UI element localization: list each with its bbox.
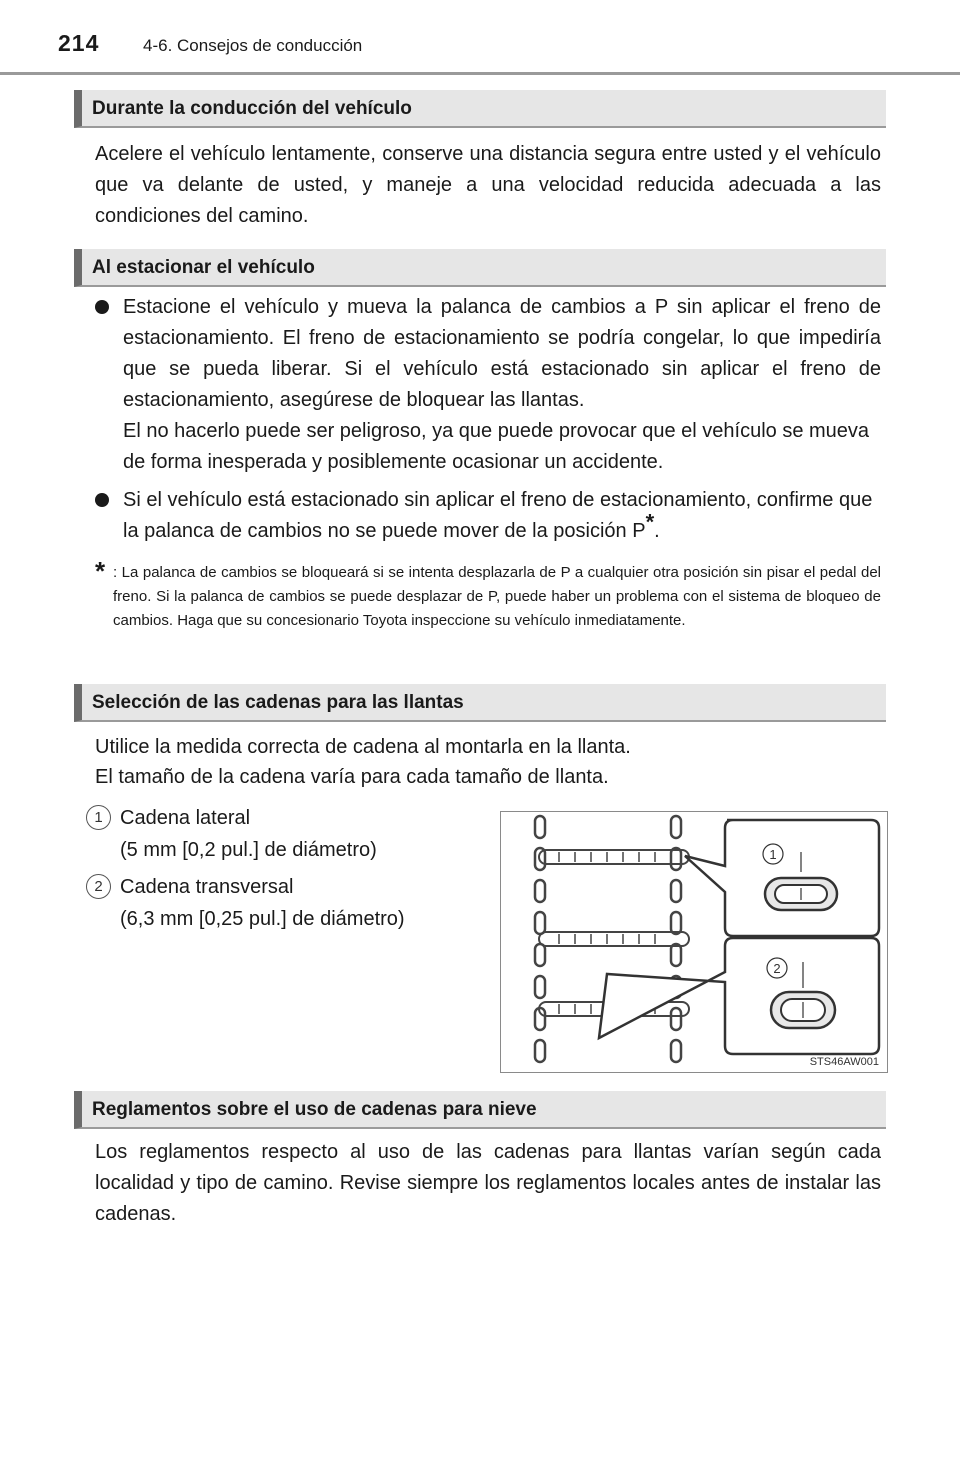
driving-paragraph: Acelere el vehículo lentamente, conserve una distancia segura entre usted y el vehículo que va delante de usted, y maneje a una velocidad reducida adecuada a las condiciones del camino.	[95, 143, 881, 227]
chains-line-2: El tamaño de la cadena varía para cada tamaño de llanta.	[95, 766, 609, 788]
bullet-icon	[95, 493, 109, 507]
header-divider	[0, 72, 960, 75]
parking-bullet-2	[95, 485, 881, 547]
section-title: Selección de las cadenas para las llantas	[92, 692, 464, 713]
section-heading-driving	[74, 90, 886, 128]
section-heading-regulations	[74, 1091, 886, 1129]
section-title: Reglamentos sobre el uso de cadenas para nieve	[92, 1099, 537, 1120]
bullet-text: Si el vehículo está estacionado sin aplicar el freno de estacionamiento, confirme que la palanca de cambios no se puede mover de la posición P*.	[123, 489, 873, 542]
svg-text:1: 1	[769, 847, 777, 862]
footnote-text: : La palanca de cambios se bloqueará si se intenta desplazarla de P a cualquier otra posición sin pisar el pedal del freno. Si la palanca de cambios se puede desplazar de P, puede haber un problema con el sistema de bloqueo de cambios. Haga que su concesionario Toyota inspeccione su vehículo inmediatamente.	[113, 564, 881, 629]
item-number-badge: 1	[86, 805, 111, 830]
chains-line-1: Utilice la medida correcta de cadena al montarla en la llanta.	[95, 736, 631, 758]
bullet-extra-text: El no hacerlo puede ser peligroso, ya que puede provocar que el vehículo se mueva de forma inesperada y posiblemente ocasionar un accidente.	[123, 420, 870, 473]
page-number: 214	[58, 30, 100, 56]
item-number-badge: 2	[86, 874, 111, 899]
parking-bullet-1	[95, 292, 881, 478]
side-chain-name: Cadena lateral	[120, 807, 251, 829]
bullet-icon	[95, 300, 109, 314]
chapter-title: 4-6. Consejos de conducción	[143, 36, 363, 55]
footnote	[95, 556, 881, 633]
cross-chain-name: Cadena transversal	[120, 876, 294, 898]
cross-chain-spec: (6,3 mm [0,25 pul.] de diámetro)	[120, 908, 405, 930]
footnote-asterisk: *	[95, 556, 106, 586]
snow-chain-drawing	[501, 812, 887, 1072]
snow-chain-illustration	[500, 811, 888, 1073]
bullet-text: Estacione el vehículo y mueva la palanca de cambios a P sin aplicar el freno de estacionamiento. El freno de estacionamiento se podría congelar, lo que impediría que se pueda liberar. Si el vehículo está estacionado sin aplicar el freno de estacionamiento, asegúrese de bloquear las llantas.	[123, 296, 881, 411]
section-title: Al estacionar el vehículo	[92, 257, 315, 278]
section-heading-parking	[74, 249, 886, 287]
asterisk-marker: *	[645, 509, 655, 535]
section-title: Durante la conducción del vehículo	[92, 98, 412, 119]
regulations-paragraph: Los reglamentos respecto al uso de las cadenas para llantas varían según cada localidad y tipo de camino. Revise siempre los reglamentos locales antes de instalar las cadenas.	[95, 1141, 881, 1225]
side-chain-spec: (5 mm [0,2 pul.] de diámetro)	[120, 839, 377, 861]
svg-text:2: 2	[773, 961, 781, 976]
page-header	[0, 0, 960, 78]
figure-code: STS46AW001	[809, 1056, 879, 1068]
section-heading-chains	[74, 684, 886, 722]
